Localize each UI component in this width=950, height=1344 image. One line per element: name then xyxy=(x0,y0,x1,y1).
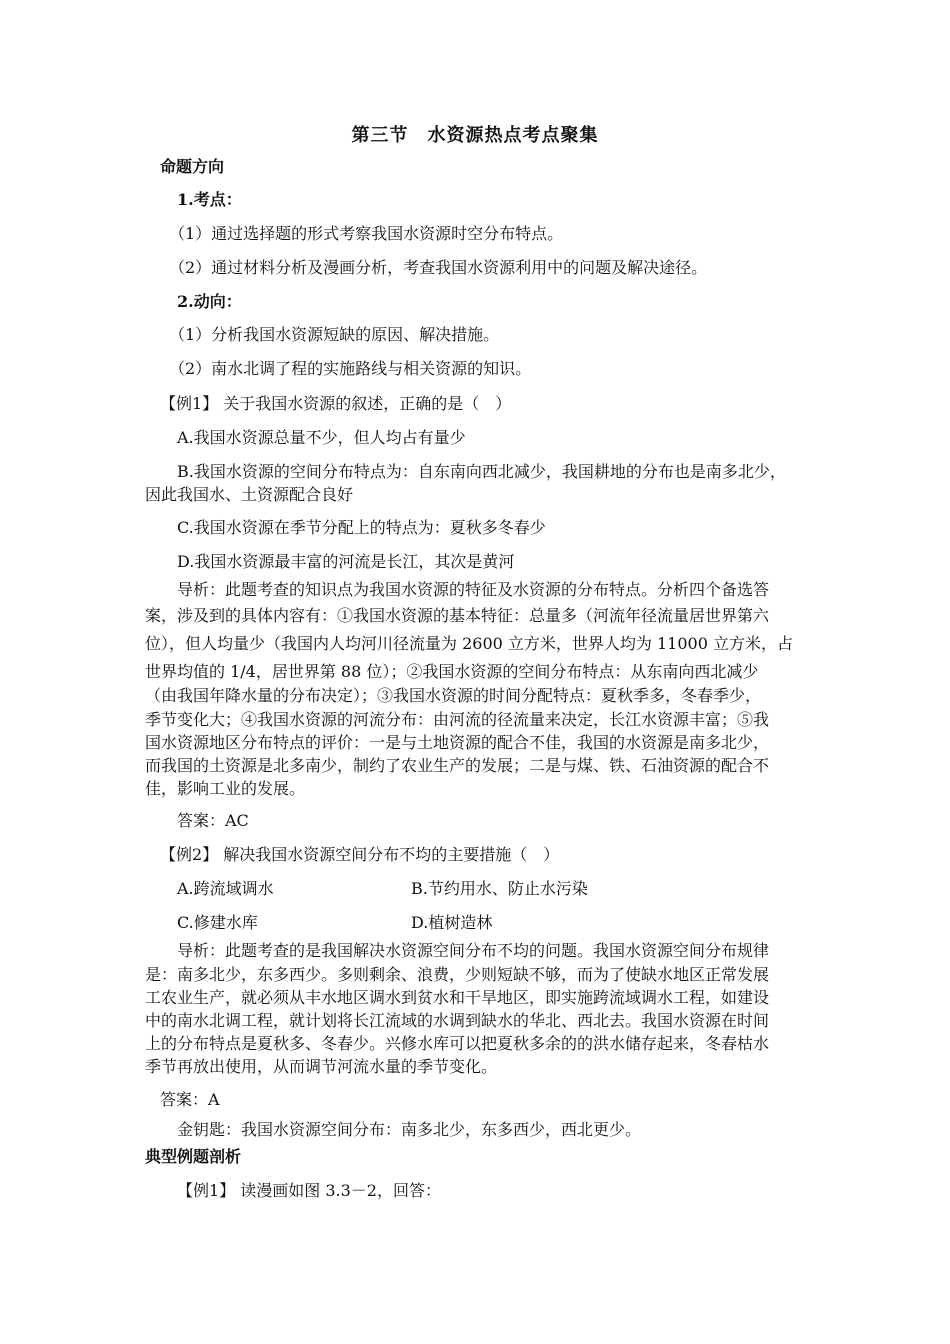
golden-key-note: 金钥匙：我国水资源空间分布：南多北少，东多西少，西北更少。 xyxy=(177,1120,642,1139)
example1-analysis-line: 佳，影响工业的发展。 xyxy=(145,779,306,798)
dongxiang-item-2: （2）南水北调了程的实施路线与相关资源的知识。 xyxy=(169,359,532,378)
dongxiang-label: 2.动向： xyxy=(177,292,242,311)
example2-question: 【例2】 解决我国水资源空间分布不均的主要措施（ ） xyxy=(160,845,560,864)
section-heading-typical-examples: 典型例题剖析 xyxy=(145,1147,242,1166)
example2-analysis-line: 导析：此题考查的是我国解决水资源空间分布不均的问题。我国水资源空间分布规律 xyxy=(177,941,770,960)
example2-option-a: A.跨流域调水 xyxy=(177,879,274,898)
example1-analysis-line: 世界均值的 1/4，居世界第 88 位）；②我国水资源的空间分布特点：从东南向西北减少 xyxy=(145,662,759,681)
example1-analysis-line: 案，涉及到的具体内容有：①我国水资源的基本特征：总量多（河流年径流量居世界第六 xyxy=(145,606,770,625)
example1-analysis-line: 导析：此题考查的知识点为我国水资源的特征及水资源的分布特点。分析四个备选答 xyxy=(177,580,770,599)
section-heading-direction: 命题方向 xyxy=(160,157,225,176)
dongxiang-item-1: （1）分析我国水资源短缺的原因、解决措施。 xyxy=(169,325,500,344)
kaodian-label: 1.考点： xyxy=(177,190,242,209)
kaodian-item-1: （1）通过选择题的形式考察我国水资源时空分布特点。 xyxy=(169,224,564,243)
example1-option-c: C.我国水资源在季节分配上的特点为：夏秋多冬春少 xyxy=(177,518,546,537)
example2-option-c: C.修建水库 xyxy=(177,913,258,932)
example2-option-d: D.植树造林 xyxy=(411,913,493,932)
example1-option-d: D.我国水资源最丰富的河流是长江，其次是黄河 xyxy=(177,552,515,571)
example1-analysis-line: 位），但人均量少（我国内人均河川径流量为 2600 立方米，世界人均为 11000 立方米，占 xyxy=(145,634,793,653)
example2-answer: 答案：A xyxy=(160,1090,220,1109)
example2-analysis-line: 季节再放出使用，从而调节河流水量的季节变化。 xyxy=(145,1057,498,1076)
example2-analysis-line: 中的南水北调工程，就计划将长江流域的水调到缺水的华北、西北去。我国水资源在时间 xyxy=(145,1011,770,1030)
example2-analysis-line: 工农业生产，就必须从丰水地区调水到贫水和干旱地区，即实施跨流域调水工程，如建设 xyxy=(145,988,770,1007)
example1-option-a: A.我国水资源总量不少，但人均占有量少 xyxy=(177,428,466,447)
example1-option-b-cont: 因此我国水、土资源配合良好 xyxy=(145,485,354,504)
example1-analysis-line: （由我国年降水量的分布决定）；③我国水资源的时间分配特点：夏秋季多，冬春季少， xyxy=(145,686,762,705)
example2-analysis-line: 上的分布特点是夏秋多、冬春少。兴修水库可以把夏秋多余的的洪水储存起来，冬春枯水 xyxy=(145,1034,770,1053)
example1-question: 【例1】 关于我国水资源的叙述，正确的是（ ） xyxy=(160,394,512,413)
page-title: 第三节 水资源热点考点聚集 xyxy=(351,125,599,146)
example1-analysis-line: 季节变化大；④我国水资源的河流分布：由河流的径流量来决定，长江水资源丰富；⑤我 xyxy=(145,710,770,729)
example2-analysis-line: 是：南多北少，东多西少。多则剩余、浪费，少则短缺不够，而为了使缺水地区正常发展 xyxy=(145,965,770,984)
example1-answer: 答案：AC xyxy=(177,811,249,830)
example2-option-b: B.节约用水、防止水污染 xyxy=(411,879,588,898)
example1-analysis-line: 国水资源地区分布特点的评价：一是与土地资源的配合不佳，我国的水资源是南多北少， xyxy=(145,733,770,752)
example1-analysis-line: 而我国的土资源是北多南少，制约了农业生产的发展；二是与煤、铁、石油资源的配合不 xyxy=(145,756,770,775)
section2-example1: 【例1】 读漫画如图 3.3－2，回答： xyxy=(177,1181,441,1200)
kaodian-item-2: （2）通过材料分析及漫画分析，考查我国水资源利用中的问题及解决途径。 xyxy=(169,258,708,277)
example1-option-b: B.我国水资源的空间分布特点为：自东南向西北减少，我国耕地的分布也是南多北少， xyxy=(177,462,786,481)
